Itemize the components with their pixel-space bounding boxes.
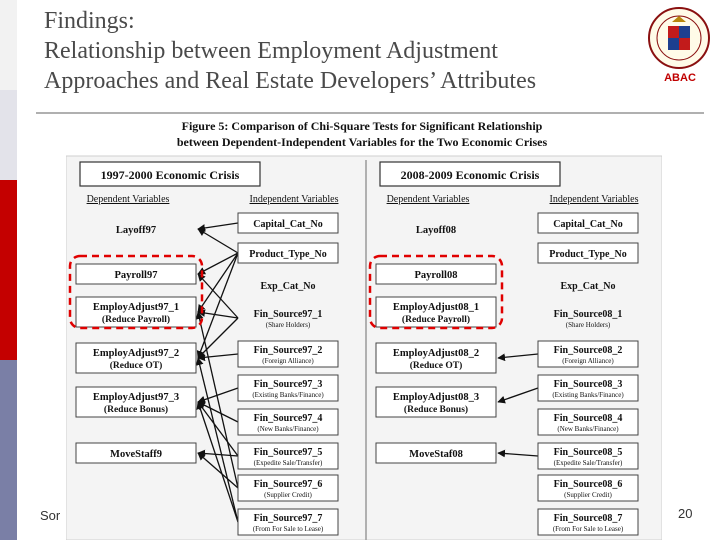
independent-variable-label: Fin_Source97_2 — [253, 345, 323, 356]
dependent-variable-label: MoveStaff9 — [110, 449, 162, 460]
crisis-header: 2008-2009 Economic Crisis — [400, 168, 540, 182]
dependent-variable-label: EmployAdjust97_2 — [92, 348, 180, 359]
dependent-variable-label: EmployAdjust08_1 — [392, 302, 480, 313]
dependent-variable-sublabel: (Reduce Bonus) — [403, 405, 469, 415]
independent-variable-sublabel: (Supplier Credit) — [564, 491, 612, 499]
independent-variable-label: Exp_Cat_No — [260, 281, 316, 292]
dependent-variable-sublabel: (Reduce Payroll) — [401, 315, 471, 325]
figure-diagram — [66, 116, 662, 540]
dependent-variable-sublabel: (Reduce Payroll) — [101, 315, 171, 325]
page-number: 20 — [678, 506, 693, 521]
dependent-variable-label: EmployAdjust97_1 — [92, 302, 180, 313]
independent-variable-label: Fin_Source97_7 — [253, 513, 323, 524]
independent-variable-label: Fin_Source08_2 — [553, 345, 623, 356]
footer-text: Sor — [40, 508, 61, 523]
dependent-heading: Dependent Variables — [86, 194, 170, 205]
independent-variable-sublabel: (Foreign Alliance) — [562, 357, 614, 365]
figure-caption: between Dependent-Independent Variables for the Two Economic Crises — [176, 135, 548, 149]
independent-variable-label: Fin_Source97_4 — [253, 413, 323, 424]
independent-variable-label: Product_Type_No — [549, 249, 627, 260]
independent-variable-sublabel: (Expedite Sale/Transfer) — [253, 459, 323, 467]
dependent-variable-label: EmployAdjust08_2 — [392, 348, 480, 359]
dependent-variable-sublabel: (Reduce OT) — [409, 361, 463, 371]
independent-variable-sublabel: (Expedite Sale/Transfer) — [553, 459, 623, 467]
independent-heading: Independent Variables — [249, 194, 339, 205]
independent-variable-sublabel: (New Banks/Finance) — [557, 425, 619, 433]
independent-variable-label: Fin_Source97_5 — [253, 447, 323, 458]
side-bar-segment — [0, 360, 17, 540]
title-line: Approaches and Real Estate Developers’ Attributes — [44, 68, 537, 94]
dependent-variable-label: Payroll08 — [414, 270, 458, 281]
independent-variable-label: Fin_Source97_3 — [253, 379, 323, 390]
independent-variable-sublabel: (Foreign Alliance) — [262, 357, 314, 365]
independent-variable-label: Fin_Source97_1 — [253, 309, 323, 320]
independent-variable-sublabel: (Existing Banks/Finance) — [552, 391, 624, 399]
independent-variable-label: Capital_Cat_No — [553, 219, 623, 230]
independent-variable-sublabel: (Share Holders) — [565, 321, 611, 329]
dependent-variable-label: Layoff97 — [115, 225, 157, 236]
dependent-variable-label: EmployAdjust97_3 — [92, 392, 180, 403]
dependent-variable-label: EmployAdjust08_3 — [392, 392, 480, 403]
dependent-variable-label: Payroll97 — [114, 270, 158, 281]
independent-variable-label: Fin_Source97_6 — [253, 479, 323, 490]
crisis-header: 1997-2000 Economic Crisis — [100, 168, 240, 182]
title-line: Findings: — [44, 8, 135, 34]
independent-variable-label: Fin_Source08_4 — [553, 413, 623, 424]
slide-title — [44, 6, 664, 96]
independent-variable-sublabel: (Existing Banks/Finance) — [252, 391, 324, 399]
independent-variable-label: Fin_Source08_5 — [553, 447, 623, 458]
dependent-variable-sublabel: (Reduce Bonus) — [103, 405, 169, 415]
side-bar-segment — [0, 180, 17, 360]
title-divider — [36, 112, 704, 114]
side-bar-segment — [0, 0, 17, 90]
dependent-variable-label: MoveStaf08 — [409, 449, 463, 460]
independent-variable-label: Exp_Cat_No — [560, 281, 616, 292]
dependent-variable-label: Layoff08 — [415, 225, 457, 236]
independent-variable-label: Fin_Source08_7 — [553, 513, 623, 524]
independent-variable-sublabel: (From For Sale to Lease) — [252, 525, 324, 533]
independent-variable-sublabel: (Supplier Credit) — [264, 491, 312, 499]
dependent-heading: Dependent Variables — [386, 194, 470, 205]
independent-variable-sublabel: (New Banks/Finance) — [257, 425, 319, 433]
title-line: Relationship between Employment Adjustment — [44, 38, 498, 64]
independent-heading: Independent Variables — [549, 194, 639, 205]
independent-variable-label: Product_Type_No — [249, 249, 327, 260]
independent-variable-label: Fin_Source08_3 — [553, 379, 623, 390]
logo-text: ABAC — [664, 72, 696, 84]
figure-caption: Figure 5: Comparison of Chi-Square Tests for Significant Relationship — [181, 119, 543, 133]
dependent-variable-sublabel: (Reduce OT) — [109, 361, 163, 371]
independent-variable-label: Fin_Source08_1 — [553, 309, 623, 320]
independent-variable-sublabel: (Share Holders) — [265, 321, 311, 329]
independent-variable-label: Fin_Source08_6 — [553, 479, 623, 490]
independent-variable-label: Capital_Cat_No — [253, 219, 323, 230]
independent-variable-sublabel: (From For Sale to Lease) — [552, 525, 624, 533]
side-bar-segment — [0, 90, 17, 180]
figure — [66, 116, 662, 540]
